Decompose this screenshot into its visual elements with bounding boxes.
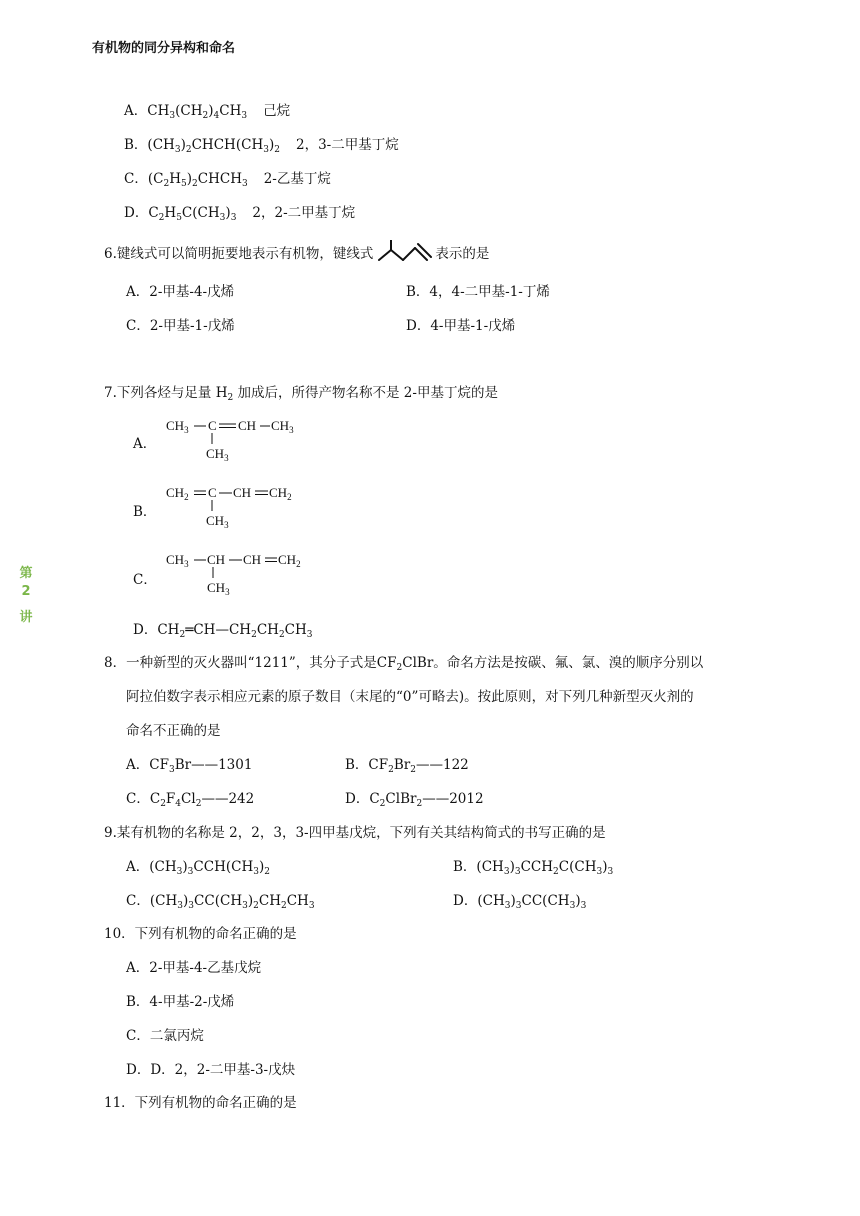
svg-text:CH2: $CH_2$ [166, 485, 189, 502]
q8-option-a: A．$CF_3Br——1301$ [126, 757, 253, 775]
q5-option-d: D．$C_2H_5C(CH_3)_3$ 2，2-二甲基丁烷 [124, 205, 356, 223]
q10-option-d: D．D．2，2-二甲基-3-戊炔 [126, 1062, 296, 1078]
q7-option-d: D．$CH_2═CH—CH_2CH_2CH_3$ [133, 622, 313, 640]
q9-option-a: A．$(CH_3)_3CCH(CH_3)_2$ [126, 859, 271, 877]
q10-option-a: A．2-甲基-4-乙基戊烷 [126, 960, 262, 976]
q6-stem: 6.键线式可以简明扼要地表示有机物，键线式 表示的是 [104, 240, 489, 264]
q7-stem [104, 381, 498, 401]
q5-option-a-name: 己烷 [263, 103, 291, 119]
svg-text:C: C [208, 485, 217, 500]
q9-option-d: D．$(CH_3)_3CC(CH_3)_3$ [453, 893, 587, 911]
q8-option-c: C．$C_2F_4Cl_2——242$ [126, 791, 255, 809]
svg-text:CH: CH [233, 485, 252, 500]
q6-option-b: B．4，4-二甲基-1-丁烯 [406, 284, 550, 300]
q7-option-d-formula: $CH_2═CH—CH_2CH_2CH_3$ [157, 622, 313, 640]
q7-option-c-structure [160, 548, 310, 598]
q9-stem: 9.某有机物的名称是 2，2，3，3-四甲基戊烷，下列有关其结构简式的书写正确的是 [104, 825, 606, 841]
q7-option-a-label: A． [133, 436, 157, 452]
q5-option-c: C．$(C_2H_5)_2CHCH_3$ 2-乙基丁烷 [124, 171, 331, 189]
q7-stem-text: 7.下列各烃与足量 $H_2$ 加成后，所得产物名称不是 2-甲基丁烷的是 [104, 385, 498, 403]
svg-text:CH3: $CH_3$ [206, 513, 229, 530]
q9-option-c: C．$(CH_3)_3CC(CH_3)_2CH_2CH_3$ [126, 893, 315, 911]
q7-option-b-label: B． [133, 504, 157, 520]
q7-option-b-structure [160, 481, 310, 531]
q5-option-d-name: 2，2-二甲基丁烷 [252, 205, 356, 221]
svg-text:CH: CH [207, 552, 226, 567]
svg-text:CH: CH [238, 418, 257, 433]
svg-text:CH3: $CH_3$ [166, 418, 189, 435]
q8-option-d: D．$C_2ClBr_2——2012$ [345, 791, 484, 809]
q5-option-b-name: 2，3-二甲基丁烷 [295, 137, 399, 153]
svg-text:CH3: $CH_3$ [166, 552, 189, 569]
q11-stem: 11．下列有机物的命名正确的是 [104, 1095, 297, 1111]
q8-stem-line-2: 阿拉伯数字表示相应元素的原子数目（末尾的“0”可略去)。按此原则，对下列几种新型灭火剂的 [126, 689, 694, 705]
svg-text:CH3: $CH_3$ [271, 418, 294, 435]
q8-stem-line-3: 命名不正确的是 [126, 723, 221, 739]
side-tab-char-1: 第 [19, 566, 33, 581]
q9-option-b: B．$(CH_3)_3CCH_2C(CH_3)_3$ [453, 859, 614, 877]
skeletal-formula-icon [375, 240, 433, 264]
q5-option-d-formula: $C_2H_5C(CH_3)_3$ [148, 205, 237, 223]
side-tab-char-2: 2 [21, 584, 31, 599]
svg-text:CH2: $CH_2$ [278, 552, 301, 569]
q8-stem-line-1: 8．一种新型的灭火器叫“1211”，其分子式是$CF_2ClBr$。命名方法是按碳、氟、氯、溴的顺序分别以 [104, 655, 704, 673]
q5-option-b-formula: $(CH_3)_2CHCH(CH_3)_2$ [147, 137, 280, 155]
q5-option-c-formula: $(C_2H_5)_2CHCH_3$ [147, 171, 248, 189]
q6-option-a: A．2-甲基-4-戊烯 [126, 284, 235, 300]
side-tab-char-3: 讲 [19, 610, 33, 625]
page-header-title: 有机物的同分异构和命名 [92, 41, 236, 56]
svg-text:CH2: $CH_2$ [269, 485, 292, 502]
q6-option-d: D．4-甲基-1-戊烯 [406, 318, 516, 334]
q10-stem: 10．下列有机物的命名正确的是 [104, 926, 297, 942]
q10-option-b: B．4-甲基-2-戊烯 [126, 994, 235, 1010]
svg-text:CH3: $CH_3$ [207, 580, 230, 597]
q7-option-a-structure [160, 414, 310, 464]
svg-text:C: C [208, 418, 217, 433]
q5-option-b: B．$(CH_3)_2CHCH(CH_3)_2$ 2，3-二甲基丁烷 [124, 137, 399, 155]
q8-option-b: B．$CF_2Br_2——122$ [345, 757, 469, 775]
svg-text:CH: CH [243, 552, 262, 567]
svg-text:CH3: $CH_3$ [206, 446, 229, 463]
q5-option-a: A．$CH_3(CH_2)_4CH_3$ 己烷 [124, 103, 291, 121]
q10-option-c: C．二氯丙烷 [126, 1028, 204, 1044]
q7-option-c-label: C． [133, 572, 157, 588]
q5-option-c-name: 2-乙基丁烷 [263, 171, 331, 187]
q6-option-c: C．2-甲基-1-戊烯 [126, 318, 235, 334]
q5-option-a-formula: $CH_3(CH_2)_4CH_3$ [147, 103, 248, 121]
